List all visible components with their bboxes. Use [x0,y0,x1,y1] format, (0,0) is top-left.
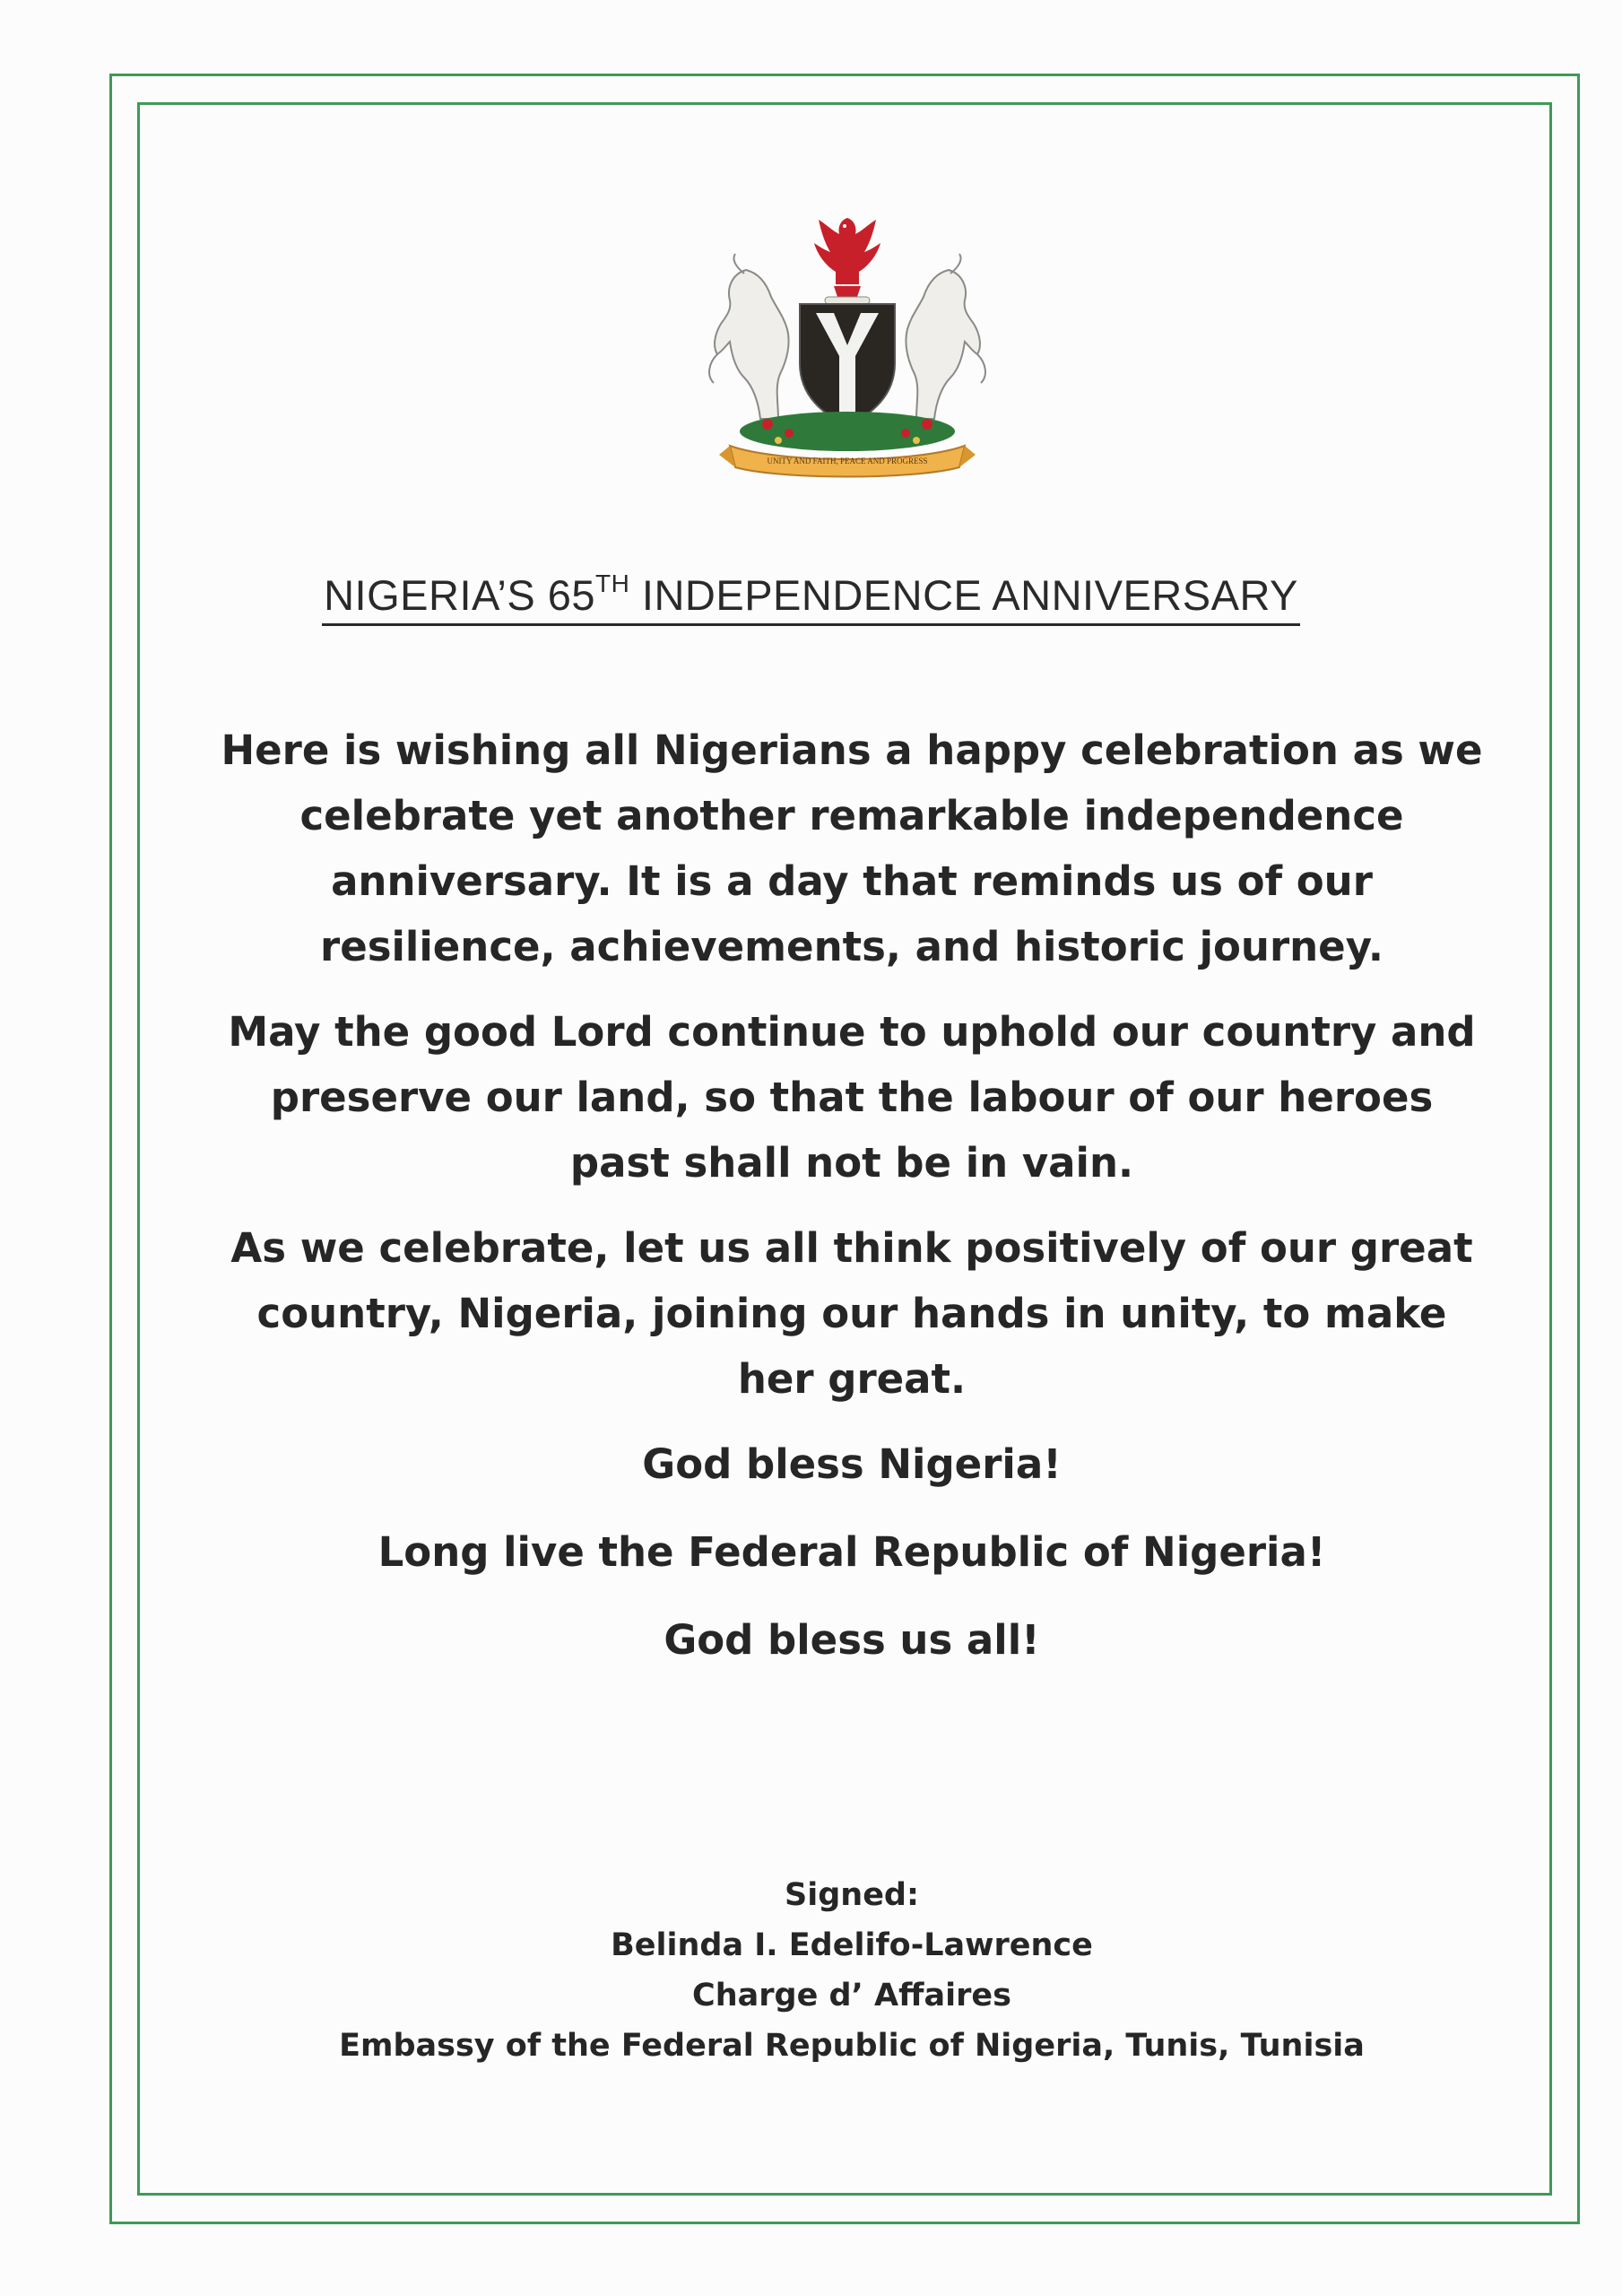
title-suffix: INDEPENDENCE ANNIVERSARY [629,571,1298,619]
document-title [0,570,1622,626]
signatory-organization: Embassy of the Federal Republic of Nigeria, Tunis, Tunisia [339,2028,1365,2064]
title-superscript: TH [595,570,630,597]
signature-block [179,1870,1524,2071]
signatory-role: Charge d’ Affaires [692,1978,1011,2013]
paragraph-unity: As we celebrate, let us all think positively of our great country, Nigeria, joining our hands in unity, to make her great. [230,1224,1473,1403]
shield-icon [800,304,895,424]
paragraph-god-bless-all: God bless us all! [664,1616,1040,1664]
motto-text: UNITY AND FAITH, PEACE AND PROGRESS [767,457,928,465]
coat-of-arms-icon [690,211,1004,480]
right-horse-icon [906,254,985,419]
paragraph-wishes: Here is wishing all Nigerians a happy celebration as we celebrate yet another remarkable independence anniversary. It is a day that reminds us of our resilience, achievements, and historic journey. [221,726,1483,970]
paragraph-prayer: May the good Lord continue to uphold our country and preserve our land, so that the labour of our heroes past shall not be in vain. [228,1008,1476,1187]
signed-label: Signed: [785,1877,919,1913]
left-horse-icon [709,254,789,419]
eagle-icon [814,218,880,297]
flowers-icon [740,412,955,451]
paragraph-long-live: Long live the Federal Republic of Nigeria! [377,1528,1326,1576]
message-body [215,718,1488,1695]
signatory-name: Belinda I. Edelifo-Lawrence [611,1927,1093,1963]
paragraph-god-bless-nigeria: God bless Nigeria! [642,1440,1062,1488]
title-prefix: NIGERIA’S 65 [324,571,596,619]
